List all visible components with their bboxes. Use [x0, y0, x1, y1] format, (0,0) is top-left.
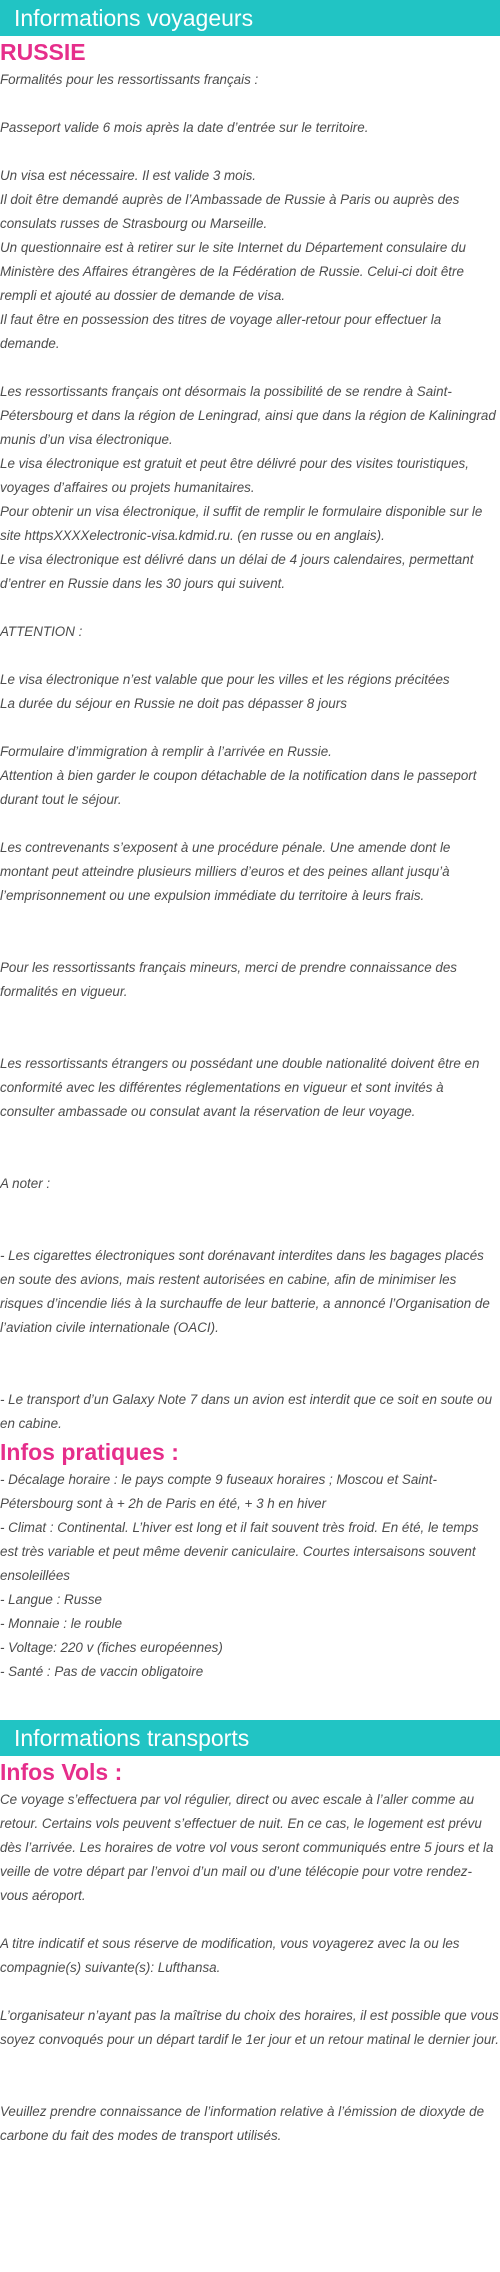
visa-limites-text: Le visa électronique n’est valable que pour les villes et les régions précitées La durée du séjour en Russie ne doit pas dépasser 8 jours: [0, 672, 450, 711]
formalites-intro: Formalités pour les ressortissants français :: [0, 72, 259, 87]
spacer: [0, 1908, 500, 1932]
spacer: [0, 140, 500, 164]
spacer: [0, 1220, 500, 1244]
infos-vols-title: Infos Vols :: [0, 1759, 123, 1785]
compagnies-text: A titre indicatif et sous réserve de modification, vous voyagerez avec la ou les compagnie(s) suivante(s): Lufthansa.: [0, 1936, 460, 1975]
attention-label: ATTENTION :: [0, 624, 83, 639]
visa-text: Un visa est nécessaire. Il est valide 3 mois. Il doit être demandé auprès de l’Ambassade de Russie à Paris ou auprès des consulats russes de Strasbourg ou Marseille. Un questionnaire est à retirer sur le site Internet du Département consulaire du Ministère des Affaires étrangères de la Fédération de Russie. Celui-ci doit être rempli et ajouté au dossier de demande de visa. Il faut être en possession des titres de voyage aller-retour pour effectuer la demande.: [0, 168, 466, 351]
cigarettes-text: - Les cigarettes électroniques sont dorénavant interdites dans les bagages placés en soute des avions, mais restent autorisées en cabine, afin de minimiser les risques d’incendie liés à la surchauffe de leur batterie, a annoncé l’Organisation de l’aviation civile internationale (OACI).: [0, 1248, 490, 1335]
vol-regulier-text: Ce voyage s’effectuera par vol régulier, direct ou avec escale à l’aller comme au retour. Certains vols peuvent s’effectuer de nuit. En ce cas, le logement est prévu dès l’arrivée. Les horaires de votre vol vous seront communiqués entre 5 jours et la veille de votre départ par l’envoi d’un mail ou d’une télécopie pour votre rendez-vous aéroport.: [0, 1792, 494, 1903]
spacer: [0, 1980, 500, 2004]
spacer: [0, 644, 500, 668]
spacer: [0, 1196, 500, 1220]
spacer: [0, 1124, 500, 1148]
spacer: [0, 1028, 500, 1052]
visa-electronique-text: Les ressortissants français ont désormais la possibilité de se rendre à Saint-Pétersbourg et dans la région de Leningrad, ainsi que dans la région de Kaliningrad munis d’un visa électronique. Le visa électronique est gratuit et peut être délivré pour des visites touristiques, voyages d’affaires ou projets humanitaires. Pour obtenir un visa électronique, il suffit de remplir le formulaire disponible sur le site httpsXXXXelectronic-visa.kdmid.ru. (en russe ou en anglais). Le visa électronique est délivré dans un délai de 4 jours calendaires, permettant d’entrer en Russie dans les 30 jours qui suivent.: [0, 384, 496, 591]
voyageurs-header: Informations voyageurs: [0, 0, 500, 36]
infos-pratiques-list: - Décalage horaire : le pays compte 9 fuseaux horaires ; Moscou et Saint-Pétersbourg sont à + 2h de Paris en été, + 3 h en hiver - Climat : Continental. L’hiver est long et il fait souvent très froid. En été, le temps est très variable et peut même devenir caniculaire. Courtes intersaisons souvent ensoleillées - Langue : Russe - Monnaie : le rouble - Voltage: 220 v (fiches européennes) - Santé : Pas de vaccin obligatoire: [0, 1472, 479, 1679]
spacer: [0, 356, 500, 380]
spacer: [0, 2052, 500, 2076]
country-title: RUSSIE: [0, 39, 86, 65]
spacer: [0, 908, 500, 932]
infos-pratiques-content: [0, 1468, 500, 1684]
transports-header: Informations transports: [0, 1720, 500, 1756]
spacer: [0, 932, 500, 956]
a-noter-label: A noter :: [0, 1176, 51, 1191]
spacer: [0, 1340, 500, 1364]
spacer: [0, 92, 500, 116]
galaxy-note-text: - Le transport d’un Galaxy Note 7 dans un avion est interdit que ce soit en soute ou en cabine.: [0, 1392, 493, 1431]
contrevenants-text: Les contrevenants s’exposent à une procédure pénale. Une amende dont le montant peut atteindre plusieurs milliers d’euros et des peines allant jusqu’à l’emprisonnement ou une expulsion immédiate du territoire à leurs frais.: [0, 840, 451, 903]
ressortissants-etrangers-text: Les ressortissants étrangers ou possédant une double nationalité doivent être en conformité avec les différentes réglementations en vigueur et sont invités à consulter ambassade ou consulat avant la réservation de leur voyage.: [0, 1056, 480, 1119]
passeport-text: Passeport valide 6 mois après la date d’entrée sur le territoire.: [0, 120, 369, 135]
spacer: [0, 596, 500, 620]
infos-pratiques-title: Infos pratiques :: [0, 1439, 179, 1465]
spacer: [0, 716, 500, 740]
formulaire-immigration-text: Formulaire d’immigration à remplir à l’arrivée en Russie. Attention à bien garder le coupon détachable de la notification dans le passeport durant tout le séjour.: [0, 744, 477, 807]
spacer: [0, 1004, 500, 1028]
spacer: [0, 1148, 500, 1172]
horaires-text: L’organisateur n’ayant pas la maîtrise du choix des horaires, il est possible que vous soyez convoqués pour un départ tardif le 1er jour et un retour matinal le dernier jour.: [0, 2008, 499, 2047]
spacer: [0, 1684, 500, 1720]
transports-content: [0, 1788, 500, 2148]
dioxyde-carbone-text: Veuillez prendre connaissance de l’information relative à l’émission de dioxyde de carbone du fait des modes de transport utilisés.: [0, 2104, 485, 2143]
spacer: [0, 2076, 500, 2100]
voyageurs-content: [0, 68, 500, 1436]
spacer: [0, 1364, 500, 1388]
mineurs-text: Pour les ressortissants français mineurs, merci de prendre connaissance des formalités en vigueur.: [0, 960, 457, 999]
spacer: [0, 812, 500, 836]
